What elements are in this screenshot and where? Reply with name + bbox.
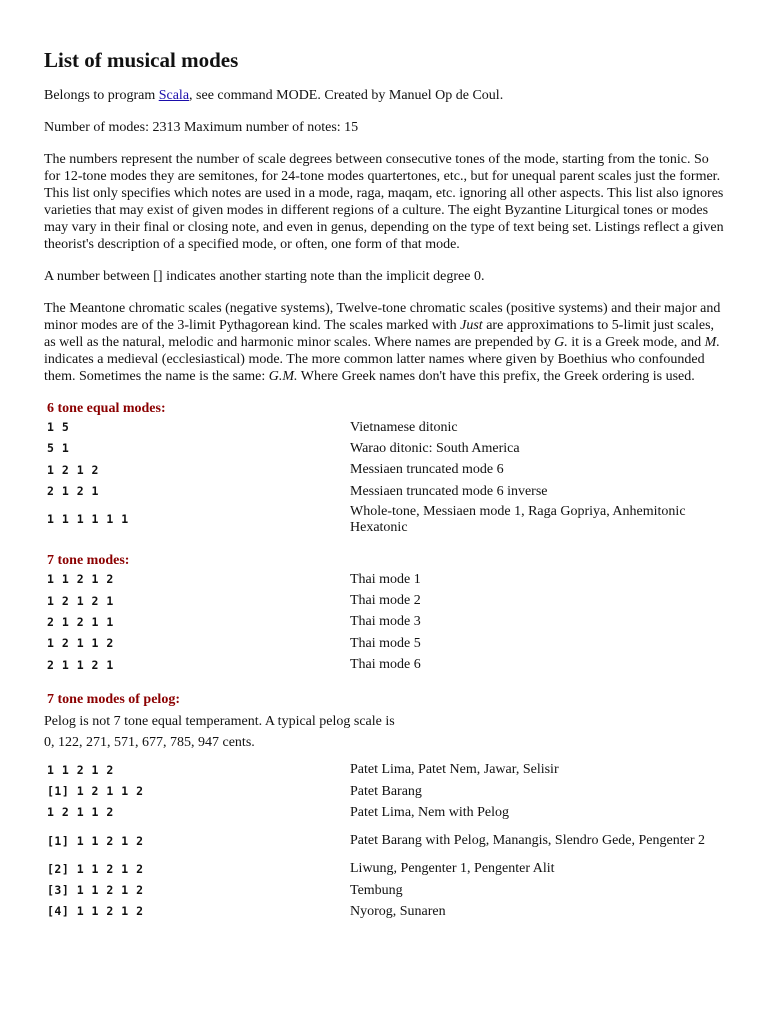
intro-prefix: Belongs to program <box>44 88 159 103</box>
mode-name: Nyorog, Sunaren <box>350 903 446 919</box>
meantone-italic: G.M. <box>268 369 298 384</box>
mode-steps: 2 1 2 1 <box>47 484 99 499</box>
mode-steps: 1 2 1 1 2 <box>47 636 114 651</box>
pelog-note-line: Pelog is not 7 tone equal temperament. A typical pelog scale is <box>44 713 395 729</box>
mode-name: Tembung <box>350 882 403 898</box>
mode-steps: [1] 1 1 2 1 2 <box>47 833 144 848</box>
section-title: 7 tone modes: <box>47 553 130 569</box>
meantone-italic: G. <box>554 335 568 350</box>
meantone-text: The Meantone chromatic scales (negative systems), Twelve-tone chromatic scales (positive systems) and their major and minor modes are of the 3-limit Pythagorean kind. The scales marked with <box>44 301 721 333</box>
scala-link[interactable]: Scala <box>158 88 190 103</box>
meantone-text: it is a Greek mode, and <box>567 335 705 350</box>
table-row <box>44 612 724 633</box>
mode-name: Patet Barang with Pelog, Manangis, Slendro Gede, Pengenter 2 <box>350 833 705 849</box>
mode-steps: 2 1 2 1 1 <box>47 614 114 629</box>
table-row <box>44 460 724 481</box>
modes-table <box>44 417 724 537</box>
table-row <box>44 590 724 611</box>
table-row <box>44 569 724 590</box>
mode-steps: 1 1 1 1 1 1 <box>47 512 129 527</box>
intro-paragraph <box>44 87 724 104</box>
mode-steps: 1 1 2 1 2 <box>47 762 114 777</box>
table-row <box>44 859 724 880</box>
mode-name: Thai mode 5 <box>350 635 421 651</box>
brackets-paragraph: A number between [] indicates another starting note than the implicit degree 0. <box>44 269 485 284</box>
mode-name: Vietnamese ditonic <box>350 419 458 435</box>
pelog-note-line: 0, 122, 271, 571, 677, 785, 947 cents. <box>44 734 255 750</box>
mode-steps: 1 2 1 2 1 <box>47 593 114 608</box>
mode-steps: [3] 1 1 2 1 2 <box>47 883 144 897</box>
section-title: 7 tone modes of pelog: <box>47 691 180 707</box>
meantone-italic: Just <box>460 318 483 333</box>
mode-steps: 1 5 <box>47 420 70 435</box>
meantone-text: indicates a medieval (ecclesiastical) mode. The more common latter names where given by Boethius who confounded them. Sometimes the name is the same: <box>44 352 705 384</box>
mode-steps: [2] 1 1 2 1 2 <box>47 861 144 876</box>
mode-name: Thai mode 3 <box>350 614 421 630</box>
mode-steps: 1 1 2 1 2 <box>47 572 114 587</box>
mode-name: Patet Barang <box>350 783 422 799</box>
page-title: List of musical modes <box>44 48 239 72</box>
table-row <box>44 901 724 922</box>
table-row <box>44 481 724 502</box>
meantone-italic: M. <box>704 335 720 350</box>
mode-name: Thai mode 2 <box>350 593 421 609</box>
modes-table <box>44 569 724 675</box>
mode-name: Whole-tone, Messiaen mode 1, Raga Gopriya, Anhemitonic Hexatonic <box>350 503 686 535</box>
meantone-text: Where Greek names don't have this prefix, the Greek ordering is used. <box>297 369 695 384</box>
meantone-paragraph <box>44 300 724 385</box>
table-row <box>44 417 724 438</box>
table-row <box>44 781 724 802</box>
pelog-note <box>44 711 724 753</box>
table-row <box>44 802 724 823</box>
numbers-paragraph: The numbers represent the number of scale degrees between consecutive tones of the mode, starting from the tonic. So for 12-tone modes they are semitones, for 24-tone modes quartertones, etc., but for unequal parent scales just the former. This list only specifies which notes are used in a mode, raga, maqam, etc. ignoring all other aspects. This list also ignores varieties that may exist of given modes in different regions of a culture. The eight Byzantine Liturgical tones or modes may vary in their final or closing note, and even in genus, depending on the type of text being set. Listings reflect a given theorist's description of a specified mode, or often, one form of that mode. <box>44 152 724 252</box>
mode-name: Patet Lima, Patet Nem, Jawar, Selisir <box>350 762 559 778</box>
modes-table <box>44 760 724 923</box>
mode-steps: 5 1 <box>47 441 70 456</box>
mode-name: Thai mode 6 <box>350 657 421 673</box>
mode-steps: [1] 1 2 1 1 2 <box>47 784 144 799</box>
table-row <box>44 502 724 537</box>
intro-suffix: , see command MODE. Created by Manuel Op de Coul. <box>189 88 504 103</box>
mode-name: Messiaen truncated mode 6 inverse <box>350 483 548 499</box>
table-row <box>44 760 724 781</box>
mode-steps: [4] 1 1 2 1 2 <box>47 904 144 919</box>
mode-name: Thai mode 1 <box>350 571 421 587</box>
table-row <box>44 438 724 459</box>
table-row <box>44 654 724 675</box>
section-title: 6 tone equal modes: <box>47 401 166 416</box>
mode-steps: 1 2 1 2 <box>47 462 99 477</box>
mode-name: Patet Lima, Nem with Pelog <box>350 804 510 820</box>
mode-name: Liwung, Pengenter 1, Pengenter Alit <box>350 861 555 877</box>
table-row <box>44 633 724 654</box>
mode-steps: 1 2 1 1 2 <box>47 805 114 820</box>
meantone-text: are approximations to 5-limit just scales, as well as the natural, melodic and harmonic minor scales. Where names are prepended by <box>44 318 715 350</box>
table-row <box>44 824 724 859</box>
mode-steps: 2 1 1 2 1 <box>47 657 114 672</box>
stats-paragraph: Number of modes: 2313 Maximum number of notes: 15 <box>44 120 359 135</box>
mode-name: Warao ditonic: South America <box>350 440 520 456</box>
table-row <box>44 880 724 901</box>
mode-name: Messiaen truncated mode 6 <box>350 462 504 478</box>
